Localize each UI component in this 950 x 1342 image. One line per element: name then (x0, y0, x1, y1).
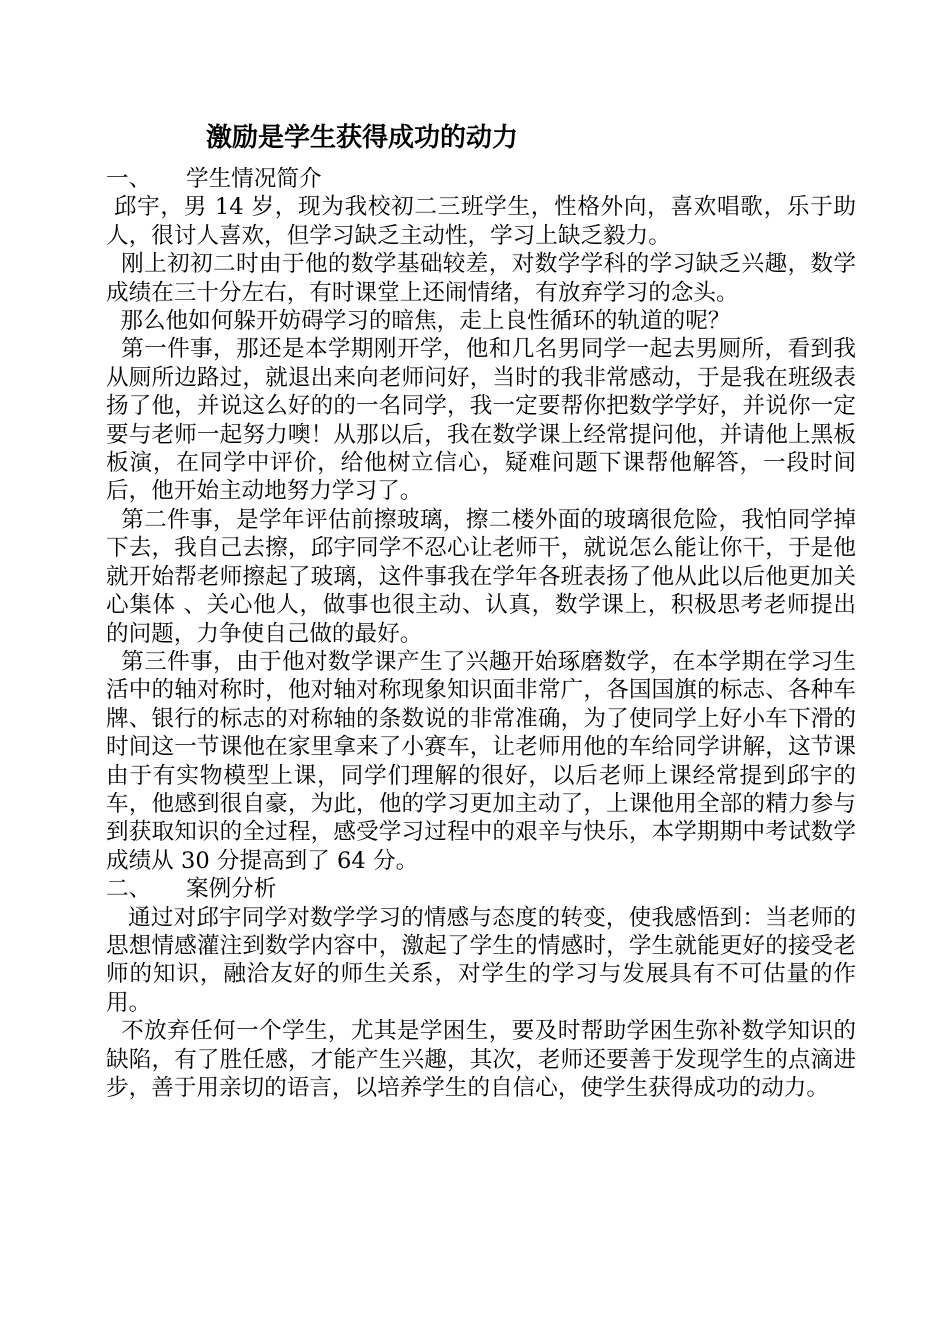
paragraph: 不放弃任何一个学生，尤其是学困生，要及时帮助学困生弥补数学知识的缺陷，有了胜任感，才能产生兴趣，其次，老师还要善于发现学生的点滴进步，善于用亲切的语言，以培养学生的自信心，使学生获得成功的动力。 (106, 1018, 856, 1101)
section-title: 学生情况简介 (186, 166, 322, 192)
paragraph: 第三件事，由于他对数学课产生了兴趣开始琢磨数学，在本学期在学习生活中的轴对称时，他对轴对称现象知识面非常广，各国国旗的标志、各种车牌、银行的标志的对称轴的条数说的非常准确，为了使同学上好小车下滑的时间这一节课他在家里拿来了小赛车，让老师用他的车给同学讲解，这节课由于有实物模型上课，同学们理解的很好，以后老师上课经常提到邱宇的车，他感到很自豪，为此，他的学习更加主动了，上课他用全部的精力参与到获取知识的全过程，感受学习过程中的艰辛与快乐，本学期期中考试数学成绩从 30 分提高到了 64 分。 (106, 648, 856, 874)
paragraph: 第一件事，那还是本学期刚开学，他和几名男同学一起去男厕所，看到我从厕所边路过，就退出来向老师问好，当时的我非常感动，于是我在班级表扬了他，并说这么好的的一名同学，我一定要帮你把数学学好，并说你一定要与老师一起努力噢！从那以后，我在数学课上经常提问他，并请他上黑板板演，在同学中评价，给他树立信心，疑难问题下课帮他解答，一段时间后，他开始主动地努力学习了。 (106, 336, 856, 505)
section-heading-2 (106, 875, 856, 903)
section-number: 一、 (106, 166, 152, 192)
section-number: 二、 (106, 876, 152, 903)
paragraph: 通过对邱宇同学对数学学习的情感与态度的转变，使我感悟到：当老师的思想情感灌注到数学内容中，激起了学生的情感时，学生就能更好的接受老师的知识，融洽友好的师生关系，对学生的学习与发展具有不可估量的作用。 (106, 904, 857, 1016)
paragraph: 刚上初初二时由于他的数学基础较差，对数学学科的学习缺乏兴趣，数学成绩在三十分左右，有时课堂上还闹情绪，有放弃学习的念头。 (106, 251, 856, 306)
section-heading-1 (106, 165, 856, 193)
document-body (106, 165, 856, 1102)
paragraph: 那么他如何躲开妨碍学习的暗焦，走上良性循环的轨道的呢？ (106, 308, 731, 335)
document-title: 激励是学生获得成功的动力 (206, 123, 519, 153)
paragraph: 第二件事，是学年评估前擦玻璃，擦二楼外面的玻璃很危险，我怕同学掉下去，我自己去擦，邱宇同学不忍心让老师干，就说怎么能让你干，于是他就开始帮老师擦起了玻璃，这件事我在学年各班表扬了他从此以后他更加关心集体 、关心他人，做事也很主动、认真，数学课上，积极思考老师提出的问题，力争使自己做的最好。 (106, 506, 856, 647)
paragraph: 邱宇，男 14 岁，现为我校初二三班学生，性格外向，喜欢唱歌，乐于助人，很讨人喜欢，但学习缺乏主动性，学习上缺乏毅力。 (106, 194, 856, 249)
section-title: 案例分析 (186, 876, 277, 903)
